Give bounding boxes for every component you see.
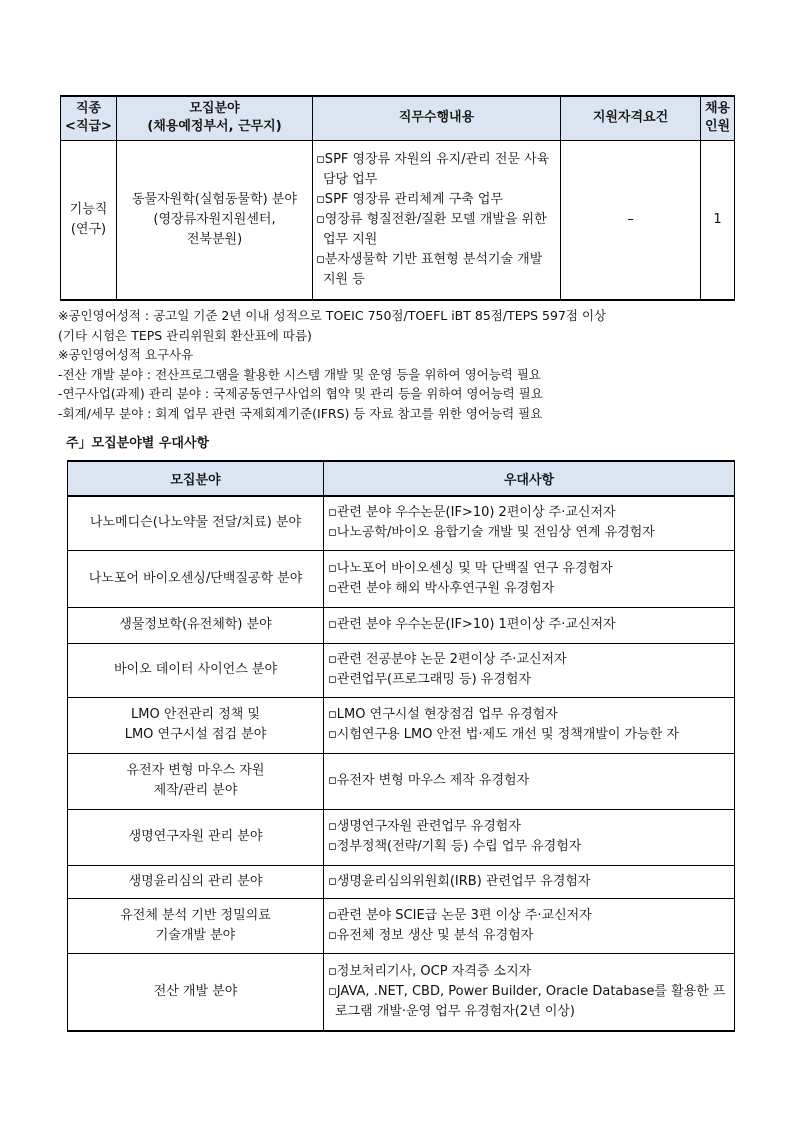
table-row bbox=[68, 643, 735, 697]
qualification-cell: – bbox=[561, 140, 701, 300]
table-row bbox=[68, 898, 735, 953]
table-row bbox=[68, 753, 735, 809]
table-row bbox=[68, 809, 735, 865]
field-cell: 생명연구자원 관리 분야 bbox=[68, 809, 324, 865]
job-table-header bbox=[61, 96, 735, 140]
note-line: -전산 개발 분야 : 전산프로그램을 활용한 시스템 개발 및 운영 등을 위하여 영어능력 필요 bbox=[58, 366, 542, 382]
count-cell: 1 bbox=[701, 140, 735, 300]
field-cell: 바이오 데이터 사이언스 분야 bbox=[68, 643, 324, 697]
note-line: (기타 시험은 TEPS 관리위원회 환산표에 따름) bbox=[58, 327, 312, 343]
prefs-cell: ▫관련 분야 우수논문(IF>10) 1편이상 주·교신저자 bbox=[324, 607, 735, 643]
header-qualification: 지원자격요건 bbox=[561, 96, 701, 140]
prefs-cell: ▫생명윤리심의위원회(IRB) 관련업무 유경험자 bbox=[324, 865, 735, 898]
prefs-cell: ▫LMO 연구시설 현장점검 업무 유경험자 ▫시험연구용 LMO 안전 법·제도 개선 및 정책개발이 가능한 자 bbox=[324, 697, 735, 753]
section-heading: 주」모집분야별 우대사항 bbox=[66, 436, 210, 451]
preference-table-header bbox=[68, 461, 735, 496]
prefs-cell: ▫생명연구자원 관련업무 유경험자 ▫정부정책(전략/기획 등) 수립 업무 유경험자 bbox=[324, 809, 735, 865]
table-row bbox=[68, 607, 735, 643]
header-job-type: 직종 <직급> bbox=[61, 96, 117, 140]
prefs-cell: ▫관련 분야 우수논문(IF>10) 2편이상 주·교신저자 ▫나노공학/바이오 융합기술 개발 및 전임상 연계 유경험자 bbox=[324, 496, 735, 550]
field-cell: 동물자원학(실험동물학) 분야 (영장류자원지원센터, 전북분원) bbox=[117, 140, 313, 300]
note-line: ※공인영어성적 요구사유 bbox=[58, 347, 194, 362]
duty-item: ▫SPF 영장류 자원의 유지/관리 전문 사육담당 업무 bbox=[316, 151, 550, 187]
duty-item: ▫영장류 형질전환/질환 모델 개발을 위한 업무 지원 bbox=[316, 211, 547, 247]
duty-item: ▫SPF 영장류 관리체계 구축 업무 bbox=[316, 191, 504, 207]
field-cell: 유전체 분석 기반 정밀의료 기술개발 분야 bbox=[68, 898, 324, 953]
prefs-cell: ▫나노포어 바이오센싱 및 막 단백질 연구 유경험자 ▫관련 분야 해외 박사후연구원 유경험자 bbox=[324, 550, 735, 607]
notes bbox=[58, 306, 758, 423]
table-row bbox=[68, 496, 735, 550]
field-cell: 생물정보학(유전체학) 분야 bbox=[68, 607, 324, 643]
preference-table bbox=[67, 460, 735, 1032]
table-row bbox=[68, 550, 735, 607]
field-cell: 나노포어 바이오센싱/단백질공학 분야 bbox=[68, 550, 324, 607]
note-line: -회계/세무 분야 : 회계 업무 관련 국제회계기준(IFRS) 등 자료 참고를 위한 영어능력 필요 bbox=[58, 405, 543, 421]
prefs-cell: ▫관련 전공분야 논문 2편이상 주·교신저자 ▫관련업무(프로그래밍 등) 유경험자 bbox=[324, 643, 735, 697]
field-cell: 전산 개발 분야 bbox=[68, 953, 324, 1031]
duties-cell bbox=[313, 140, 561, 300]
duty-item: ▫분자생물학 기반 표현형 분석기술 개발 지원 등 bbox=[316, 251, 543, 287]
note-line: ※공인영어성적 : 공고일 기준 2년 이내 성적으로 TOEIC 750점/TOEFL iBT 85점/TEPS 597점 이상 bbox=[58, 308, 607, 323]
field-cell: LMO 안전관리 정책 및 LMO 연구시설 점검 분야 bbox=[68, 697, 324, 753]
table-row bbox=[68, 697, 735, 753]
job-type-cell: 기능직 (연구) bbox=[61, 140, 117, 300]
prefs-cell: ▫관련 분야 SCIE급 논문 3편 이상 주·교신저자 ▫유전체 정보 생산 및 분석 유경험자 bbox=[324, 898, 735, 953]
table-row bbox=[61, 140, 735, 300]
note-line: -연구사업(과제) 관리 분야 : 국제공동연구사업의 협약 및 관리 등을 위하여 영어능력 필요 bbox=[58, 386, 543, 401]
field-cell: 유전자 변형 마우스 자원 제작/관리 분야 bbox=[68, 753, 324, 809]
header-preferences: 우대사항 bbox=[324, 461, 735, 496]
field-cell: 생명윤리심의 관리 분야 bbox=[68, 865, 324, 898]
table-row bbox=[68, 865, 735, 898]
prefs-cell: ▫정보처리기사, OCP 자격증 소지자 ▫JAVA, .NET, CBD, Power Builder, Oracle Database를 활용한 프로그램 개발·운영 업무 유경험자(2년 이상) bbox=[324, 953, 735, 1031]
header-count: 채용 인원 bbox=[701, 96, 735, 140]
field-cell: 나노메디슨(나노약물 전달/치료) 분야 bbox=[68, 496, 324, 550]
header-duties: 직무수행내용 bbox=[313, 96, 561, 140]
table-row bbox=[68, 953, 735, 1031]
header-field: 모집분야 bbox=[68, 461, 324, 496]
prefs-cell: ▫유전자 변형 마우스 제작 유경험자 bbox=[324, 753, 735, 809]
job-table bbox=[60, 95, 735, 301]
header-field: 모집분야 (채용예정부서, 근무지) bbox=[117, 96, 313, 140]
